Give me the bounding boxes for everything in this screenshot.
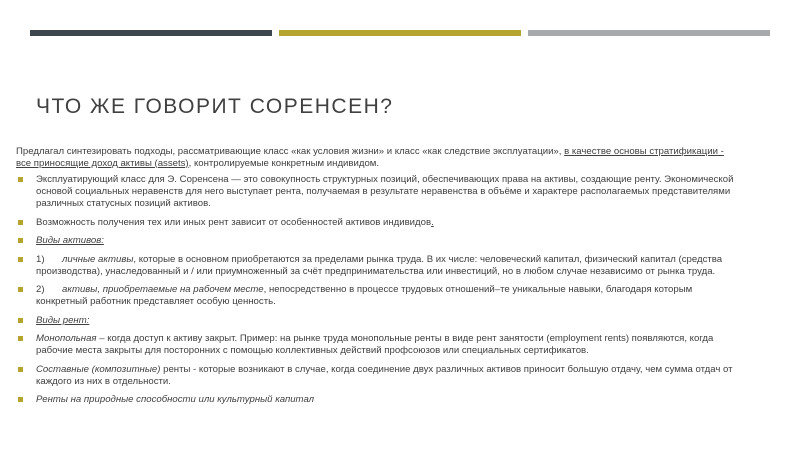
bullet-item <box>16 235 736 247</box>
slide-content <box>16 146 736 413</box>
intro-underlined-text: в качестве основы стратификации - все приносящие доход активы (assets) <box>16 146 724 169</box>
bullet-text-end: . <box>431 216 434 228</box>
square-bullet-icon <box>16 315 36 326</box>
bullet-text: Ренты на природные способности или культурный капитал <box>36 394 315 406</box>
square-bullet-icon <box>16 284 36 295</box>
bullet-text-rest: – когда доступ к активу закрыт. Пример: на рынке труда монопольные ренты в виде рент занятости (employment rents) появляются, когда рабочие места закрыты для посторонних с помощью коллективных действий профсоюзов или специальных сертификатов. <box>36 333 714 357</box>
bullet-italic-term: Монопольная <box>36 333 97 345</box>
square-bullet-icon <box>16 364 36 375</box>
bullet-text-rest: , непосредственно в процессе трудовых отношений–те уникальные навыки, благодаря которым конкретный работник представляет особую ценность. <box>36 284 693 308</box>
section-heading-rents: Виды рент: <box>36 314 90 326</box>
bullet-text-rest: ренты - которые возникают в случае, когда соединение двух различных активов приносит большую отдачу, чем сумма отдач от каждого из них в отдельности. <box>36 363 733 387</box>
bullet-italic-term: активы, приобретаемые на рабочем месте <box>62 284 264 296</box>
square-bullet-icon <box>16 217 36 228</box>
top-bar-olive <box>279 30 521 36</box>
bullet-text <box>36 284 736 307</box>
intro-tail: , контролируемые конкретным индивидом. <box>188 157 380 169</box>
bullet-item <box>16 174 736 209</box>
decorative-top-bars <box>30 30 770 36</box>
square-bullet-icon <box>16 394 36 405</box>
bullet-item <box>16 315 736 327</box>
bullet-text <box>36 217 736 229</box>
bullet-text: Эксплуатирующий класс для Э. Соренсена — это совокупность структурных позиций, обеспечивающих права на активы, создающие ренту. Экономической основой социальных неравенств для него выступает рента, получаемая в результате неравенства в объёме и характере располагаемых представителями различных статусных позиций активов. <box>36 174 734 209</box>
bullet-item <box>16 394 736 406</box>
top-bar-dark <box>30 30 272 36</box>
square-bullet-icon <box>16 254 36 265</box>
bullet-italic-term: личные активы <box>62 253 134 265</box>
square-bullet-icon <box>16 235 36 246</box>
square-bullet-icon <box>16 174 36 185</box>
bullet-item <box>16 217 736 229</box>
intro-paragraph <box>16 146 736 169</box>
bullet-item <box>16 284 736 307</box>
bullet-italic-term: Составные (композитные) <box>36 363 161 375</box>
bullet-text <box>36 333 736 356</box>
bullet-text <box>36 254 736 277</box>
slide-title: ЧТО ЖЕ ГОВОРИТ СОРЕНСЕН? <box>36 95 394 118</box>
intro-text: Предлагал синтезировать подходы, рассматривающие класс «как условия жизни» и класс «как следствие эксплуатации», <box>16 146 565 157</box>
list-number: 2) <box>36 284 45 296</box>
bullet-item <box>16 333 736 356</box>
bullet-item <box>16 254 736 277</box>
list-number: 1) <box>36 253 45 265</box>
bullet-text <box>36 364 736 387</box>
bullet-text-main: Возможность получения тех или иных рент зависит от особенностей активов индивидов <box>36 216 432 228</box>
top-bar-gray <box>528 30 770 36</box>
bullet-item <box>16 364 736 387</box>
bullet-text-rest: , которые в основном приобретаются за пределами рынка труда. В их числе: человеческий капитал, физический капитал (средства производства), унаследованный и / или приумноженный за счёт предпринимательства или инвестиций, но в любом случае независимо от рынка труда. <box>36 253 723 277</box>
square-bullet-icon <box>16 333 36 344</box>
section-heading-assets: Виды активов: <box>36 235 104 247</box>
